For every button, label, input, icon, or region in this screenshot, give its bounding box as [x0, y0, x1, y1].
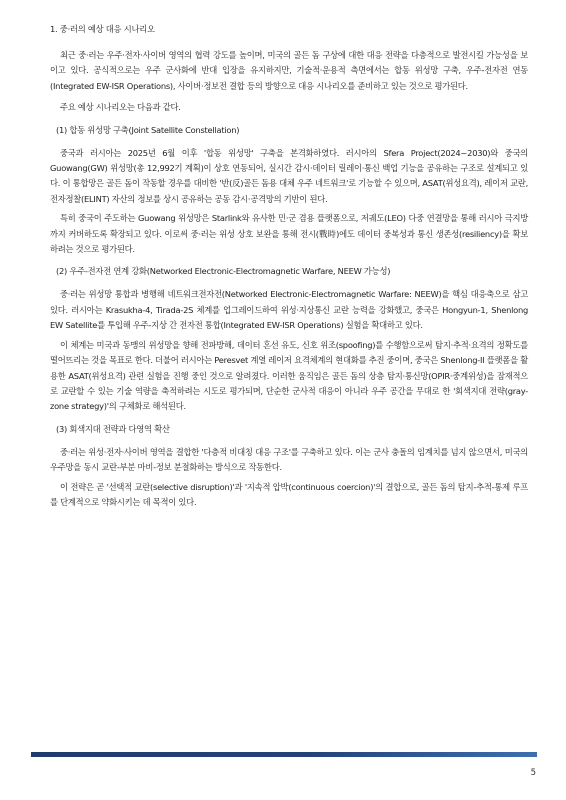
scenario-title: (2) 우주-전자전 연계 강화(Networked Electronic-Electromagnetic Warfare, NEEW 가능성) [56, 266, 391, 277]
document-body [50, 22, 528, 514]
scenario-title: (3) 회색지대 전략과 다영역 확산 [56, 423, 170, 434]
intro-paragraph: 주요 예상 시나리오는 다음과 같다. [60, 102, 181, 113]
intro-paragraph: 최근 중·러는 우주·전자·사이버 영역의 협력 강도를 높이며, 미국의 골든 돔 구상에 대한 대응 전략을 다층적으로 발전시킬 가능성을 보이고 있다. 공식적으로는 우주 군사화에 반대 입장을 유지하지만, 기술적·운용적 측면에서는 합동 위성망 구축, 우주-전자전 연동(Integrated EW-ISR Operations), 사이버·정보전 결합 등의 방향으로 대응 시나리오를 준비하고 있는 것으로 평가된다. [50, 50, 528, 91]
scenario-paragraph: 특히 중국이 주도하는 Guowang 위성망은 Starlink와 유사한 민·군 겸용 플랫폼으로, 저궤도(LEO) 다중 연결망을 통해 러시아 극지방까지 커버하도록 확장되고 있다. 이로써 중·러는 위성 상호 보완을 통해 전시(戰時)에도 데이터 중복성과 통신 생존성(resiliency)을 확보하려는 것으로 평가된다. [50, 213, 528, 255]
scenario-paragraph: 중국과 러시아는 2025년 6월 이후 '합동 위성망' 구축을 본격화하였다. 러시아의 Sfera Project(2024~2030)와 중국의 Guowang(GW) 위성망(총 12,992기 계획)이 상호 연동되어, 실시간 감시·데이터 릴레이·통신 백업 기능을 공유하는 구조로 설계되고 있다. 이 통합망은 골든 돔이 작동할 경우를 대비한 '반(反)골든 돔용 대체 우주 네트워크'로 기능할 수 있으며, ASAT(위성요격), 레이저 교란, 전자정찰(ELINT) 자산의 정보를 상시 공유하는 공동 감시·공격망의 기반이 된다. [50, 147, 528, 204]
scenario-paragraph: 이 전략은 곧 '선택적 교란(selective disruption)'과 '지속적 압박(continuous coercion)'의 결합으로, 골든 돔의 탐지-추적-통제 루프를 단계적으로 약화시키는 데 목적이 있다. [50, 481, 528, 507]
page-number: 5 [530, 768, 536, 778]
scenario-title: (1) 합동 위성망 구축(Joint Satellite Constellation) [56, 124, 240, 135]
scenario-paragraph: 중·러는 위성·전자·사이버 영역을 결합한 '다층적 비대칭 대응 구조'를 구축하고 있다. 이는 군사 충돌의 임계치를 넘지 않으면서, 미국의 우주망을 동시 교란-부분 마비-정보 분절화하는 방식으로 작동한다. [50, 446, 528, 473]
footer-bar [31, 752, 537, 757]
scenario-paragraph: 이 체계는 미국과 동맹의 위성망을 향해 전파방해, 데이터 혼선 유도, 신호 위조(spoofing)를 수행함으로써 탐지·추적·요격의 정확도를 떨어뜨리는 것을 목표로 한다. 더불어 러시아는 Peresvet 계열 레이저 요격체계의 현대화를 추진 중이며, 중국은 Shenlong-II 플랫폼을 활용한 ASAT(위성요격) 관련 실험을 진행 중인 것으로 알려졌다. 이러한 움직임은 골든 돔의 상층 탐지·통신망(OPIR·중계위성)을 잠재적으로 교란할 수 있는 기술 역량을 축적하려는 시도로 평가되며, 단순한 군사적 대응이 아니라 우주 공간을 무대로 한 '회색지대 전략(gray-zone strategy)'의 구체화로 해석된다. [50, 339, 528, 412]
section-title: 1. 중·러의 예상 대응 시나리오 [50, 24, 155, 34]
scenario-paragraph: 중·러는 위성망 통합과 병행해 네트워크전자전(Networked Electronic-Electromagnetic Warfare: NEEW)을 핵심 대응축으로 삼고 있다. 러시아는 Krasukha-4, Tirada-2S 체계를 업그레이드하여 위성·지상통신 교란 능력을 강화했고, 중국은 Hongyun-1, Shenlong EW Satellite를 투입해 우주-지상 간 전자전 통합(Integrated EW-ISR Operations) 실험을 확대하고 있다. [50, 289, 528, 331]
